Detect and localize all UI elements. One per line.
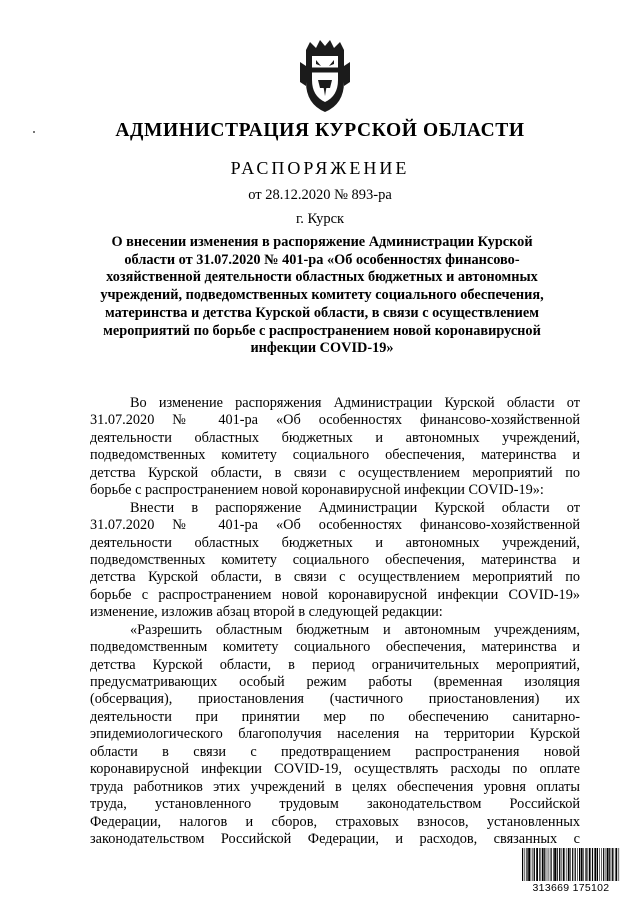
title-line: материнства и детства Курской области, в связи с осуществлением <box>104 304 539 321</box>
barcode-bar <box>612 848 613 881</box>
paragraph-line: деятельности областных бюджетных и автономных учреждений, <box>90 429 580 446</box>
paragraph-line: деятельности при принятии мер по обеспечению санитарно- <box>90 708 580 725</box>
paragraph-line: (обсервация), приостановления (частичного приостановления) их <box>90 691 580 708</box>
title-line: области от 31.07.2020 № 401-ра «Об особенностях финансово- <box>124 251 520 268</box>
barcode-bar <box>563 848 565 881</box>
barcode-bar <box>528 848 530 881</box>
barcode-bar <box>586 848 587 881</box>
barcode-bar <box>570 848 571 881</box>
barcode-bar <box>577 848 578 881</box>
paragraph-line: борьбе с распространением новой коронавирусной инфекции COVID-19»: <box>90 482 544 499</box>
paragraph-line: изменение, изложив абзац второй в следующей редакции: <box>90 604 443 621</box>
paragraph-line: труда работников этих учреждений в целях обеспечения уровня оплаты <box>90 778 580 795</box>
title-line: мероприятий по борьбе с распространением новой коронавирусной <box>103 322 541 339</box>
paragraph-line: законодательством Российской Федерации, и расходов, связанных с <box>90 830 580 847</box>
barcode-bar <box>557 848 558 881</box>
barcode-bar <box>619 848 620 881</box>
paragraph-line: Внести в распоряжение Администрации Курской области от <box>130 499 580 516</box>
barcode-bar <box>542 848 544 881</box>
barcode-bar <box>585 848 586 881</box>
barcode-bar <box>606 848 607 881</box>
barcode-bar <box>609 848 610 881</box>
barcode-bar <box>607 848 609 881</box>
paragraph-line: области в связи с предотвращением распространения новой <box>90 743 580 760</box>
paragraph-line: 31.07.2020 № 401-ра «Об особенностях финансово-хозяйственной <box>90 412 580 429</box>
barcode-bar <box>547 848 548 881</box>
barcode-bar <box>526 848 527 881</box>
organization-name: АДМИНИСТРАЦИЯ КУРСКОЙ ОБЛАСТИ <box>115 120 525 141</box>
barcode-bar <box>559 848 560 881</box>
document-title <box>90 234 554 358</box>
barcode-bar <box>597 848 598 881</box>
title-line: О внесении изменения в распоряжение Администрации Курской <box>111 234 533 250</box>
barcode-bar <box>572 848 573 881</box>
barcode-bar <box>583 848 584 881</box>
barcode-bar <box>614 848 615 881</box>
barcode-bar <box>534 848 535 881</box>
paragraph <box>90 622 580 849</box>
barcode-bar <box>581 848 583 881</box>
paragraph-line: коронавирусной инфекции COVID-19, осуществлять расходы по оплате <box>90 761 580 778</box>
barcode-bar <box>579 848 580 881</box>
barcode-bar <box>566 848 567 881</box>
scan-speck <box>33 131 35 133</box>
paragraph-line: подведомственных комитету социального обеспечения, материнства и <box>90 447 580 464</box>
barcode-bar <box>531 848 532 881</box>
barcode-bar <box>553 848 554 881</box>
barcode-bar <box>603 848 604 881</box>
barcode-bar <box>601 848 602 881</box>
paragraph-line: детства Курской области, в связи с осуществлением мероприятий по <box>90 464 580 481</box>
barcode-bar <box>561 848 562 881</box>
paragraph-line: Во изменение распоряжения Администрации Курской области от <box>130 395 580 411</box>
barcode-bars <box>521 848 621 881</box>
paragraph-line: борьбе с распространением новой коронавирусной инфекции COVID-19» <box>90 586 580 603</box>
barcode-bar <box>525 848 526 881</box>
barcode-bar <box>575 848 576 881</box>
barcode-bar <box>533 848 534 881</box>
barcode-number: 313669 175102 <box>532 882 610 894</box>
kursk-coat-of-arms-icon <box>296 40 354 114</box>
paragraph-line: «Разрешить областным бюджетным и автономным учреждениям, <box>130 621 580 638</box>
title-line: хозяйственной деятельности областных бюджетных и автономных <box>106 269 538 286</box>
paragraph <box>90 395 580 500</box>
barcode-bar <box>568 848 570 881</box>
document-date-number: от 28.12.2020 № 893-ра <box>248 187 392 203</box>
paragraph-line: труда, установленного трудовым законодательством Российской <box>90 796 580 813</box>
barcode-bar <box>544 848 545 881</box>
barcode-bar <box>594 848 596 881</box>
paragraph-line: Федерации, налогов и сборов, страховых взносов, установленных <box>90 813 580 830</box>
paragraph-line: детства Курской области, в связи с осуществлением мероприятий по <box>90 569 580 586</box>
barcode-bar <box>554 848 556 881</box>
barcode-bar <box>551 848 552 881</box>
barcode-bar <box>522 848 523 881</box>
barcode-bar <box>549 848 550 881</box>
paragraph-line: подведомственных комитету социального обеспечения, материнства и <box>90 551 580 568</box>
paragraph-line: эпидемиологического благополучия населения на территории Курской <box>90 726 580 743</box>
barcode-bar <box>592 848 593 881</box>
barcode-bar <box>615 848 617 881</box>
document-type: РАСПОРЯЖЕНИЕ <box>230 158 410 178</box>
paragraph-line: деятельности областных бюджетных и автономных учреждений, <box>90 534 580 551</box>
paragraph-line: подведомственным комитету социального обеспечения, материнства и <box>90 639 580 656</box>
paragraph-line: предусматривающих особый режим работы (временная изоляция <box>90 674 580 690</box>
paragraph-line: детства Курской области, в период ограничительных мероприятий, <box>90 656 580 673</box>
barcode <box>521 848 621 894</box>
document-city: г. Курск <box>295 211 345 227</box>
barcode-bar <box>589 848 591 881</box>
title-line: инфекции COVID-19» <box>250 340 394 357</box>
paragraph-line: 31.07.2020 № 401-ра «Об особенностях финансово-хозяйственной <box>90 517 580 534</box>
barcode-bar <box>539 848 540 881</box>
paragraph <box>90 500 580 622</box>
title-line: учреждений, подведомственных комитету социального обеспечения, <box>100 287 544 304</box>
document-body <box>90 395 580 848</box>
barcode-bar <box>599 848 600 881</box>
barcode-bar <box>536 848 538 881</box>
